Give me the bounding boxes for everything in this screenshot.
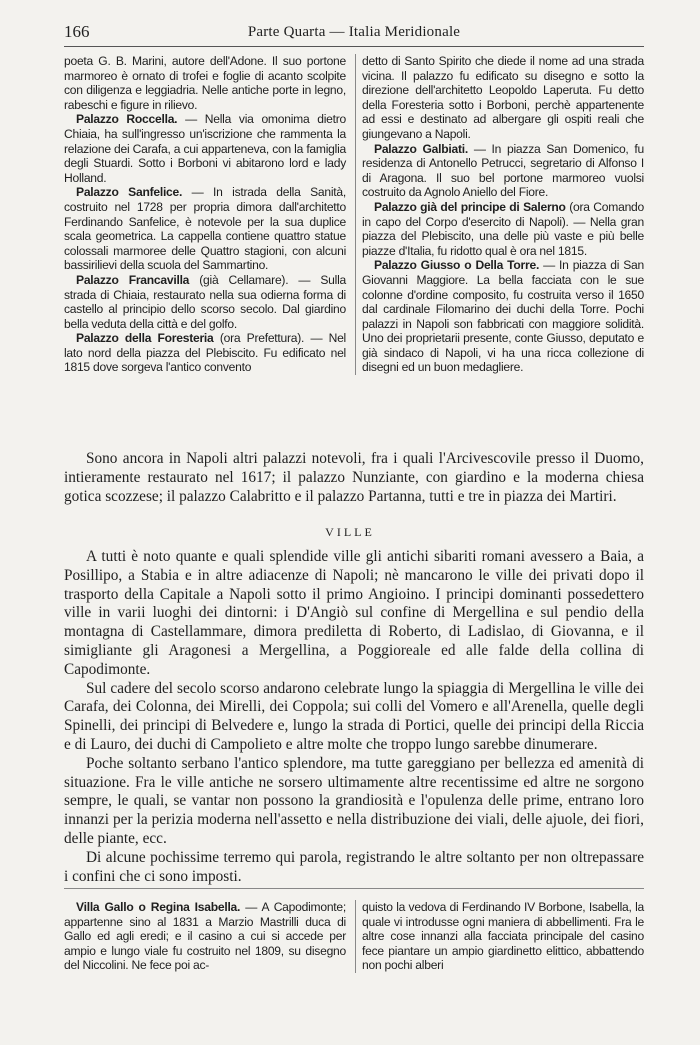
ville-paragraph: Sul cadere del secolo scorso andarono celebrate lungo la spiaggia di Mergellina le ville dei Carafa, dei Colonna, dei Mirelli, dei Coppola; sui colli del Vomero e all'Arenella, quelle degli Spinelli, dei principi di Belvedere e, lungo la strada di Portici, quelle dei principi della Riccia e di Lauro, dei duchi di Campolieto e altre molte che troppo lungo sarebbe dinumerare. [64,679,644,753]
intro-paragraph: Sono ancora in Napoli altri palazzi notevoli, fra i quali l'Arcivescovile presso il Duomo, intieramente restaurato nel 1617; il palazzo Nunziante, con giardino e la moderna chiesa gotica scozzese; il palazzo Calabritto e il palazzo Partanna, tutti e tre in piazza dei Martiri. [64,450,644,505]
entry-text: (già Cellamare). — Sulla strada di Chiaia, restaurato nella sua odierna forma di castello al principio dello scorso secolo. Dal giardino bella veduta della città e del golfo. [64,272,347,331]
right-column [355,54,644,375]
ville-two-column-block [64,900,644,973]
palazzo-entry [362,200,644,258]
entry-text: — In piazza di San Giovanni Maggiore. La bella facciata con le sue colonne d'ordine composito, fu costruita verso il 1650 dal cardinale Filomarino dei duchi della Torre. Pochi palazzi in Napoli son fabbricati con maggiore solidità. Uno dei proprietarii presente, conte Giusso, deputato e già sindaco di Napoli, vi ha una ricca collezione di disegni ed un buon medagliere. [362,258,644,375]
right-column [355,900,644,973]
entry-text: (ora Comando in capo del Corpo d'esercito di Napoli). — Nella gran piazza del Plebiscito, una delle più vaste e più belle piazze d'Italia, fu ridotto qual è ora nel 1815. [362,199,644,258]
palazzo-entry [362,258,644,375]
entry-text: — In piazza San Domenico, fu residenza di Antonello Petrucci, segretario di Alfonso I di Aragona. Il suo bel portone marmoreo vuolsi costruito da Agnolo Aniello del Fiore. [362,141,644,200]
ville-paragraph: A tutti è noto quante e quali splendide ville gli antichi sibariti romani avessero a Baia, a Posillipo, a Stabia e in altre adiacenze di Napoli; nè mancarono le ville dei privati dopo il trasporto della Capitale a Napoli sotto il primo Angioino. I principi dominanti possedettero ville in varii luoghi dei dintorni: i D'Angiò sul confine di Mergellina e sul pendio della montagna di Castellammare, dimora prediletta di Roberto, di Ladislao, di Giovanna, e il simigliante gli Aragonesi a Mergellina, a Poggioreale ed alle falde della collina di Capodimonte. [64,548,644,678]
palazzo-entry [64,331,346,375]
ville-paragraph: Di alcune pochissime terremo qui parola, registrando le altre soltanto per non oltrepassare i confini che ci sono imposti. [64,848,644,885]
page-number: 166 [64,22,90,41]
palazzo-continuation: poeta G. B. Marini, autore dell'Adone. Il suo portone marmoreo è ornato di trofei e foglie di acanto scolpite con diligenza e leggiadria. Nelle antiche porte in legno, rabeschi e figure in rilievo. [64,54,346,112]
entry-title: Villa Gallo o Regina Isabella. [76,900,241,914]
palazzi-two-column-block [64,54,644,375]
entry-text: — A Capodimonte; appartenne sino al 1831 a Marzio Mastrilli duca di Gallo ed agli eredi; e il casino a cui si accede per ampio e lungo viale fu costruito nel 1809, su disegno del Niccolini. Ne fece poi ac- [64,900,346,973]
entry-text: — Nella via omonima dietro Chiaia, ha sull'ingresso un'iscrizione che rammenta la relazione dei Carafa, a cui apparteneva, con la famiglia degli Stuardi. Sotto i Borboni vi abitarono lord e lady Holland. [64,112,347,185]
entry-title: Palazzo Giusso o Della Torre. [374,258,540,273]
palazzo-continuation: detto di Santo Spirito che diede il nome ad una strada vicina. Il palazzo fu edificato su disegno e sotto la direzione dell'architetto Leopoldo Laperuta. Fu detto della Foresteria sotto i Borboni, perchè appartenente ad essi e destinato ad albergare gli ospiti reali che giungevano a Napoli. [362,54,644,141]
entry-title: Palazzo della Foresteria [76,331,214,346]
entry-title: Palazzo già del principe di Salerno [374,199,566,214]
palazzo-entry [64,185,346,273]
palazzo-entry [64,112,346,185]
palazzo-entry [362,142,644,200]
section-divider [64,888,644,889]
left-column [64,900,346,973]
ville-paragraph: Poche soltanto serbano l'antico splendore, ma tutte gareggiano per bellezza ed amenità di situazione. Fra le ville antiche ne sorsero ultimamente altre recentissime ed altre ne sorgono sempre, le quali, se vantar non possono la grandiosità e l'opulenza delle prime, entrano loro innanzi per la perizia moderna nell'assetto e nella distribuzione dei viali, delle ajuole, dei fiori, delle piante, ecc. [64,754,644,847]
intro-paragraph-block [64,450,644,506]
entry-title: Palazzo Roccella. [76,112,178,127]
villa-entry [64,900,346,973]
section-heading-ville: VILLE [325,525,375,539]
left-column [64,54,346,375]
ville-text-block [64,548,644,886]
running-title: Parte Quarta — Italia Meridionale [247,24,461,40]
entry-title: Palazzo Galbiati. [374,141,468,156]
entry-title: Palazzo Francavilla [76,272,190,287]
entry-title: Palazzo Sanfelice. [76,185,183,200]
villa-continuation: quisto la vedova di Ferdinando IV Borbone, Isabella, la quale vi introdusse ogni maniera di abbellimenti. Fra le altre cose innanzi alla facciata principale del casino fece piantare un ampio giardinetto elittico, abbattendo non pochi alberi [362,900,644,973]
entry-text: — In istrada della Sanità, costruito nel 1728 per propria dimora dall'architetto Ferdinando Sanfelice, è notevole per la sua duplice scala geometrica. La cappella contiene quattro statue colossali marmoree delle Quattro stagioni, con alcuni bassirilievi della scuola del Sammartino. [64,185,347,273]
palazzo-entry [64,273,346,331]
entry-text: (ora Prefettura). — Nel lato nord della piazza del Plebiscito. Fu edificato nel 1815 dove sorgeva l'antico convento [64,331,346,375]
page-header [64,20,644,47]
